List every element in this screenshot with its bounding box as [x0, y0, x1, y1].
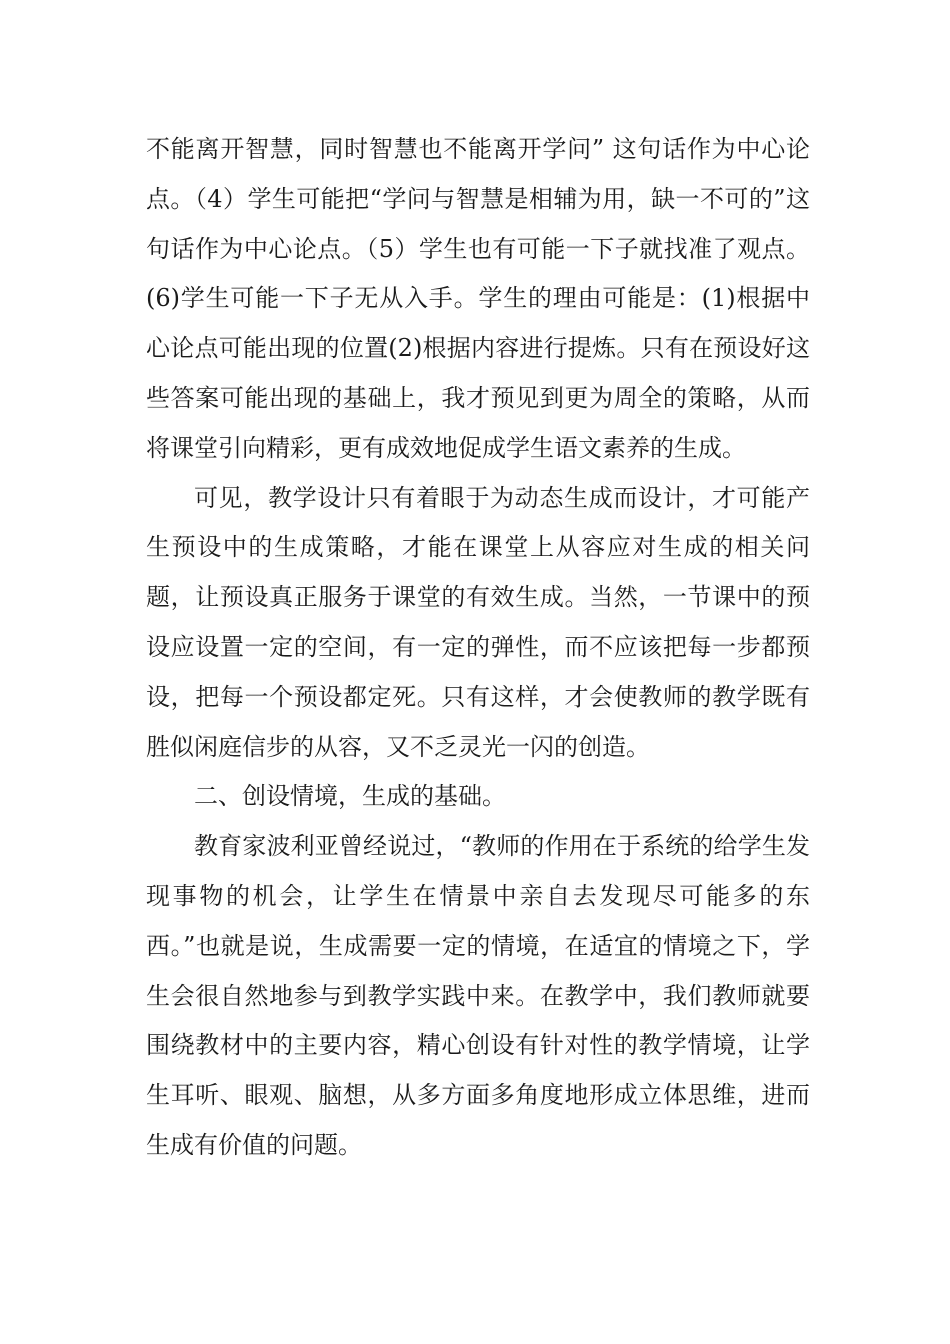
paragraph-teaching-design: 可见，教学设计只有着眼于为动态生成而设计，才可能产生预设中的生成策略，才能在课堂上从容应对生成的相关问题，让预设真正服务于课堂的有效生成。当然，一节课中的预设应设置一定的空间，有一定的弹性，而不应该把每一步都预设，把每一个预设都定死。只有这样，才会使教师的教学既有胜似闲庭信步的从容，又不乏灵光一闪的创造。: [146, 483, 810, 761]
section-heading: 二、创设情境，生成的基础。: [194, 782, 506, 811]
paragraph-polya-quote: 教育家波利亚曾经说过，“教师的作用在于系统的给学生发现事物的机会，让学生在情景中亲自去发现尽可能多的东西。”也就是说，生成需要一定的情境，在适宜的情境之下，学生会很自然地参与到教学实践中来。在教学中，我们教师就要围绕教材中的主要内容，精心创设有针对性的教学情境，让学生耳听、眼观、脑想，从多方面多角度地形成立体思维，进而生成有价值的问题。: [146, 832, 810, 1159]
body-text: [146, 125, 810, 1171]
paragraph-continuation: 不能离开智慧，同时智慧也不能离开学问” 这句话作为中心论点。（4）学生可能把“学问与智慧是相辅为用，缺一不可的”这句话作为中心论点。（5）学生也有可能一下子就找准了观点。(6)学生可能一下子无从入手。学生的理由可能是：(1)根据中心论点可能出现的位置(2)根据内容进行提炼。只有在预设好这些答案可能出现的基础上，我才预见到更为周全的策略，从而将课堂引向精彩，更有成效地促成学生语文素养的生成。: [146, 135, 810, 462]
